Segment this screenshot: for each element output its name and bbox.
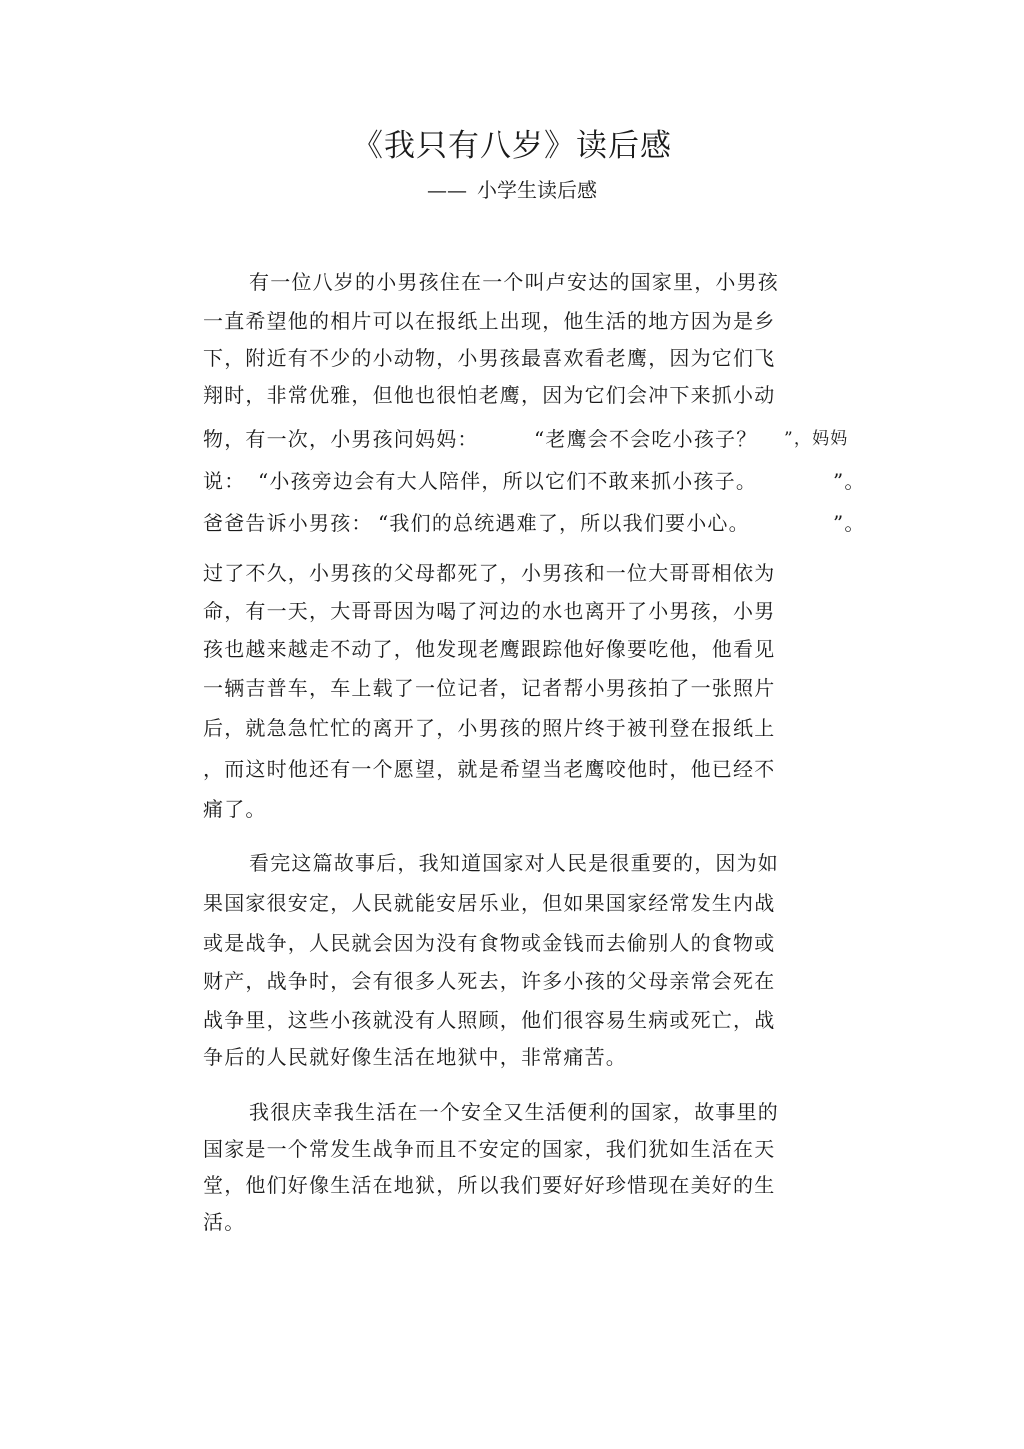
paragraph-3-line-5: 战争里，这些小孩就没有人照顾，他们很容易生病或死亡，战: [203, 1008, 776, 1032]
paragraph-4-line-2: 国家是一个常发生战争而且不安定的国家，我们犹如生活在天: [203, 1137, 776, 1161]
paragraph-3-line-4: 财产，战争时，会有很多人死去，许多小孩的父母亲常会死在: [203, 969, 776, 993]
paragraph-4-line-3: 堂，他们好像生活在地狱，所以我们要好好珍惜现在美好的生: [203, 1173, 776, 1197]
paragraph-1-line-4: 翔时，非常优雅，但他也很怕老鹰，因为它们会冲下来抓小动: [203, 383, 776, 407]
paragraph-2-line-7: 痛了。: [203, 797, 267, 821]
paragraph-2-line-6: ，而这时他还有一个愿望，就是希望当老鹰咬他时，他已经不: [203, 757, 776, 781]
paragraph-3-line-3: 或是战争，人民就会因为没有食物或金钱而去偷别人的食物或: [203, 931, 776, 955]
line-5-lead: 物，有一次，小男孩问妈妈：: [203, 427, 479, 451]
paragraph-1-line-3: 下，附近有不少的小动物，小男孩最喜欢看老鹰，因为它们飞: [203, 346, 776, 370]
line-7-quote: “我们的总统遇难了，所以我们要小心。: [378, 511, 750, 535]
line-6-tail: ”。: [833, 469, 866, 493]
subtitle-dash: ——: [427, 178, 467, 202]
paragraph-2-line-1: 过了不久，小男孩的父母都死了，小男孩和一位大哥哥相依为: [203, 561, 776, 585]
paragraph-3-line-2: 果国家很安定，人民就能安居乐业，但如果国家经常发生内战: [203, 891, 776, 915]
paragraph-1-line-5: [203, 424, 863, 454]
line-7-tail: ”。: [833, 511, 866, 535]
paragraph-2-line-5: 后，就急急忙忙的离开了，小男孩的照片终于被刊登在报纸上: [203, 716, 776, 740]
paragraph-1-line-7: [203, 508, 866, 538]
subtitle-text: 小学生读后感: [477, 178, 597, 202]
paragraph-1-line-2: 一直希望他的相片可以在报纸上出现，他生活的地方因为是乡: [203, 309, 776, 333]
line-7-lead: 爸爸告诉小男孩：: [203, 511, 373, 535]
paragraph-1-line-1: 有一位八岁的小男孩住在一个叫卢安达的国家里，小男孩: [249, 270, 779, 294]
paragraph-4-line-4: 活。: [203, 1210, 246, 1234]
paragraph-3-line-6: 争后的人民就好像生活在地狱中，非常痛苦。: [203, 1045, 627, 1069]
document-title: 《我只有八岁》读后感: [352, 128, 672, 164]
paragraph-2-line-3: 孩也越来越走不动了，他发现老鹰跟踪他好像要吃他，他看见: [203, 637, 776, 661]
line-6-lead: 说：: [203, 469, 246, 493]
document-subtitle: [0, 176, 1024, 204]
paragraph-3-line-1: 看完这篇故事后，我知道国家对人民是很重要的，因为如: [249, 851, 779, 875]
paragraph-2-line-4: 一辆吉普车，车上载了一位记者，记者帮小男孩拍了一张照片: [203, 676, 776, 700]
line-6-quote: “小孩旁边会有大人陪伴，所以它们不敢来抓小孩子。: [258, 469, 758, 493]
line-5-quote: “老鹰会不会吃小孩子？: [534, 427, 758, 451]
line-5-tail: ”，妈妈: [784, 429, 849, 449]
paragraph-4-line-1: 我很庆幸我生活在一个安全又生活便利的国家，故事里的: [249, 1100, 779, 1124]
paragraph-2-line-2: 命，有一天，大哥哥因为喝了河边的水也离开了小男孩，小男: [203, 599, 776, 623]
paragraph-1-line-6: [203, 466, 866, 496]
